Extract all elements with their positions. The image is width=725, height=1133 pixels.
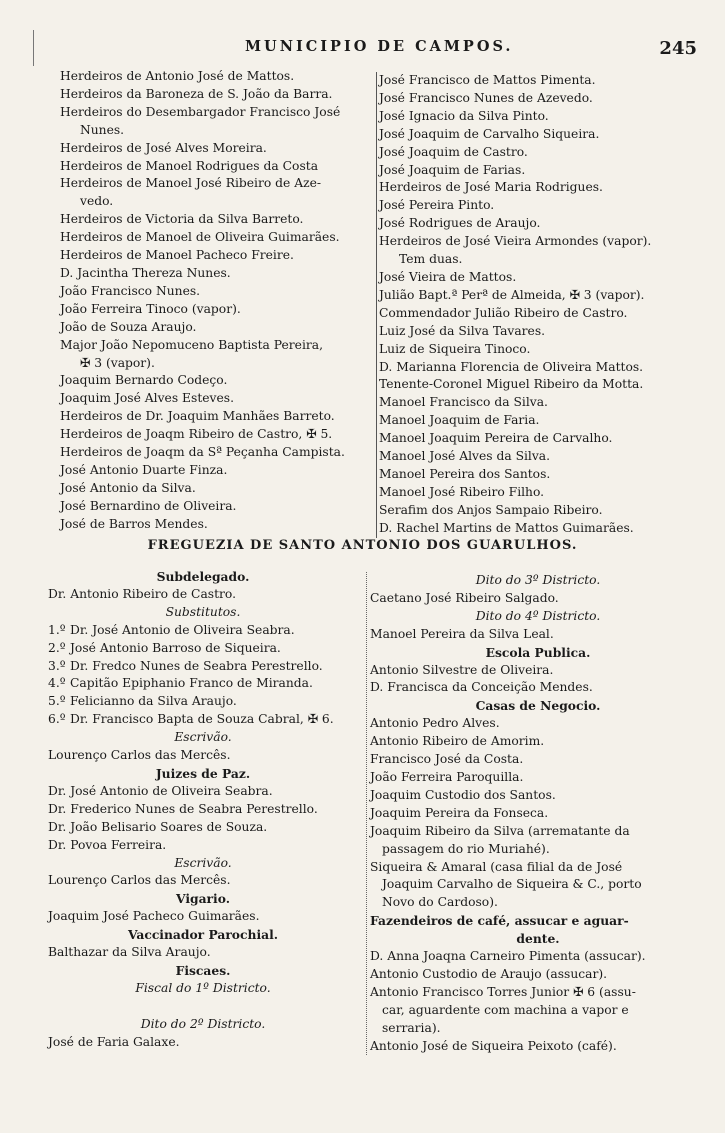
list-item: Novo do Cardoso).	[382, 895, 498, 910]
juizes-heading: Juizes de Paz.	[155, 765, 251, 781]
section-title: FREGUEZIA DE SANTO ANTONIO DOS GUARULHOS.	[147, 538, 578, 553]
list-item: Antonio Custodio de Araujo (assucar).	[370, 966, 608, 981]
list-item: Antonio Francisco Torres Junior ✠ 6 (assu-	[370, 984, 636, 999]
vigario-name: Joaquim José Pacheco Guimarães.	[48, 909, 260, 924]
escrivao2-heading: Escrivão.	[174, 855, 232, 870]
bottom-right-column	[366, 572, 706, 1055]
list-item: Siqueira & Amaral (casa filial da de José	[370, 859, 623, 874]
list-item: Antonio Silvestre de Oliveira.	[370, 662, 554, 677]
page-header	[0, 38, 725, 64]
list-item: José Rodrigues de Araujo.	[379, 216, 541, 231]
list-item: D. Rachel Martins de Mattos Guimarães.	[379, 520, 634, 535]
list-item: Herdeiros de Joaqm Ribeiro de Castro, ✠ 5.	[60, 427, 333, 442]
list-item: Joaquim Ribeiro da Silva (arrematante da	[370, 823, 630, 838]
subdelegado-heading: Subdelegado.	[156, 569, 250, 584]
escrivao2-name: Lourenço Carlos das Mercês.	[48, 873, 231, 888]
escrivao-name: Lourenço Carlos das Mercês.	[48, 748, 231, 763]
list-item: Joaquim Pereira da Fonseca.	[370, 805, 549, 820]
list-item: José Joaquim de Farias.	[379, 162, 526, 177]
dito4-heading: Dito do 4º Districto.	[475, 608, 601, 623]
fiscal2-heading: Dito do 2º Districto.	[140, 1016, 266, 1031]
list-item: João Ferreira Paroquilla.	[370, 769, 524, 784]
list-item: vedo.	[80, 194, 114, 209]
list-item: Herdeiros do Desembargador Francisco José	[60, 104, 341, 119]
fiscal2-name: José de Faria Galaxe.	[48, 1034, 180, 1049]
list-item: Antonio Ribeiro de Amorim.	[370, 734, 545, 749]
list-item: 4.º Capitão Epiphanio Franco de Miranda.	[48, 676, 313, 691]
list-item: Dr. José Antonio de Oliveira Seabra.	[48, 783, 273, 798]
list-item: Tem duas.	[399, 252, 463, 267]
running-title: MUNICIPIO DE CAMPOS.	[245, 38, 514, 55]
vaccinador-heading: Vaccinador Parochial.	[127, 927, 279, 943]
list-item: 1.º Dr. José Antonio de Oliveira Seabra.	[48, 622, 295, 637]
fazendeiros-heading: Fazendeiros de café, assucar e aguar-	[370, 913, 629, 929]
list-item: Joaquim Carvalho de Siqueira & C., porto	[382, 877, 642, 892]
list-item: Joaquim Custodio dos Santos.	[370, 787, 556, 802]
list-item: Luiz de Siqueira Tinoco.	[379, 341, 531, 356]
list-item: Herdeiros de José Alves Moreira.	[60, 140, 267, 155]
list-item: Joaquim José Alves Esteves.	[60, 391, 234, 406]
list-item: Antonio Pedro Alves.	[370, 716, 500, 731]
escrivao-heading: Escrivão.	[174, 730, 232, 745]
list-item: João Ferreira Tinoco (vapor).	[60, 301, 241, 316]
list-item: Manoel Francisco da Silva.	[379, 395, 548, 410]
list-item: Manoel José Alves da Silva.	[379, 449, 551, 464]
list-item: Dr. Povoa Ferreira.	[48, 837, 167, 852]
list-item: Francisco José da Costa.	[370, 752, 524, 767]
top-left-column	[60, 68, 372, 534]
fiscal1-heading: Fiscal do 1º Districto.	[135, 980, 271, 995]
vaccinador-name: Balthazar da Silva Araujo.	[48, 945, 211, 960]
list-item: Dr. João Belisario Soares de Souza.	[48, 819, 268, 834]
list-item: 3.º Dr. Fredco Nunes de Seabra Perestrello.	[48, 658, 323, 673]
list-item: D. Anna Joaqna Carneiro Pimenta (assucar).	[370, 949, 646, 964]
list-item: Manoel José Ribeiro Filho.	[379, 484, 545, 499]
list-item: Herdeiros de Manoel Rodrigues da Costa	[60, 158, 319, 173]
list-item: José Vieira de Mattos.	[379, 269, 517, 284]
list-item: José Francisco Nunes de Azevedo.	[379, 90, 593, 105]
list-item: Herdeiros da Baroneza de S. João da Barra.	[60, 86, 333, 101]
list-item: José Francisco de Mattos Pimenta.	[379, 73, 596, 87]
list-item: Serafim dos Anjos Sampaio Ribeiro.	[379, 502, 603, 517]
list-item: Herdeiros de Dr. Joaquim Manhães Barreto.	[60, 409, 335, 424]
bottom-left-column	[48, 568, 358, 1051]
escola-heading: Escola Publica.	[485, 644, 591, 660]
list-item: José Antonio da Silva.	[60, 480, 196, 495]
list-item: João Francisco Nunes.	[60, 283, 201, 298]
vigario-heading: Vigario.	[176, 891, 230, 907]
list-item: D. Marianna Florencia de Oliveira Mattos.	[379, 359, 644, 374]
list-item: 5.º Felicianno da Silva Araujo.	[48, 694, 237, 709]
list-item: D. Francisca da Conceição Mendes.	[370, 680, 593, 695]
list-item: Commendador Julião Ribeiro de Castro.	[379, 305, 628, 320]
list-item: Julião Bapt.ª Perª de Almeida, ✠ 3 (vapor).	[379, 287, 645, 302]
list-item: Herdeiros de Joaqm da Sª Peçanha Campista.	[60, 445, 345, 460]
list-item: serraria).	[382, 1020, 441, 1035]
dito3-heading: Dito do 3º Districto.	[475, 573, 601, 587]
list-item: Tenente-Coronel Miguel Ribeiro da Motta.	[379, 377, 644, 392]
list-item: Herdeiros de Antonio José de Mattos.	[60, 69, 295, 83]
page-number: 245	[659, 38, 697, 59]
list-item: Herdeiros de José Vieira Armondes (vapor).	[379, 234, 652, 249]
list-item: José Bernardino de Oliveira.	[60, 498, 237, 513]
dito4-name: Manoel Pereira da Silva Leal.	[370, 626, 554, 641]
list-item: Herdeiros de Manoel José Ribeiro de Aze-	[60, 176, 322, 191]
list-item: Dr. Frederico Nunes de Seabra Perestrello.	[48, 801, 318, 816]
list-item: Herdeiros de Manoel Pacheco Freire.	[60, 248, 294, 263]
list-item: José Pereira Pinto.	[379, 198, 495, 213]
list-item: Manoel Joaquim Pereira de Carvalho.	[379, 431, 613, 446]
list-item: D. Jacintha Thereza Nunes.	[60, 265, 231, 280]
list-item: ✠ 3 (vapor).	[80, 355, 155, 370]
list-item: passagem do rio Muriahé).	[382, 841, 550, 856]
list-item: Luiz José da Silva Tavares.	[379, 323, 546, 338]
top-right-column	[376, 72, 709, 538]
blank-line	[48, 998, 358, 1016]
list-item: Manoel Joaquim de Faria.	[379, 413, 540, 428]
list-item: Major João Nepomuceno Baptista Pereira,	[60, 337, 324, 352]
list-item: José de Barros Mendes.	[60, 516, 208, 531]
list-item: José Ignacio da Silva Pinto.	[379, 108, 549, 123]
list-item: Nunes.	[80, 122, 125, 137]
list-item: José Antonio Duarte Finza.	[60, 462, 228, 477]
list-item: 6.º Dr. Francisco Bapta de Souza Cabral, ✠ 6.	[48, 712, 334, 727]
fiscaes-heading: Fiscaes.	[175, 962, 231, 978]
dito3-name: Caetano José Ribeiro Salgado.	[370, 590, 559, 605]
casas-heading: Casas de Negocio.	[475, 698, 601, 714]
subdelegado-name: Dr. Antonio Ribeiro de Castro.	[48, 586, 237, 601]
substitutos-heading: Substitutos.	[165, 604, 241, 619]
list-item: Herdeiros de Manoel de Oliveira Guimarães.	[60, 230, 340, 245]
list-item: Herdeiros de Victoria da Silva Barreto.	[60, 212, 304, 227]
fazendeiros-heading-cont: dente.	[516, 931, 560, 947]
list-item: Joaquim Bernardo Codeço.	[60, 373, 228, 388]
list-item: 2.º José Antonio Barroso de Siqueira.	[48, 640, 281, 655]
list-item: car, aguardente com machina a vapor e	[382, 1002, 629, 1017]
list-item: José Joaquim de Carvalho Siqueira.	[379, 126, 600, 141]
list-item: Manoel Pereira dos Santos.	[379, 466, 551, 481]
list-item: João de Souza Araujo.	[60, 319, 197, 334]
list-item: Antonio José de Siqueira Peixoto (café).	[370, 1038, 617, 1053]
list-item: José Joaquim de Castro.	[379, 144, 528, 159]
list-item: Herdeiros de José Maria Rodrigues.	[379, 180, 603, 195]
